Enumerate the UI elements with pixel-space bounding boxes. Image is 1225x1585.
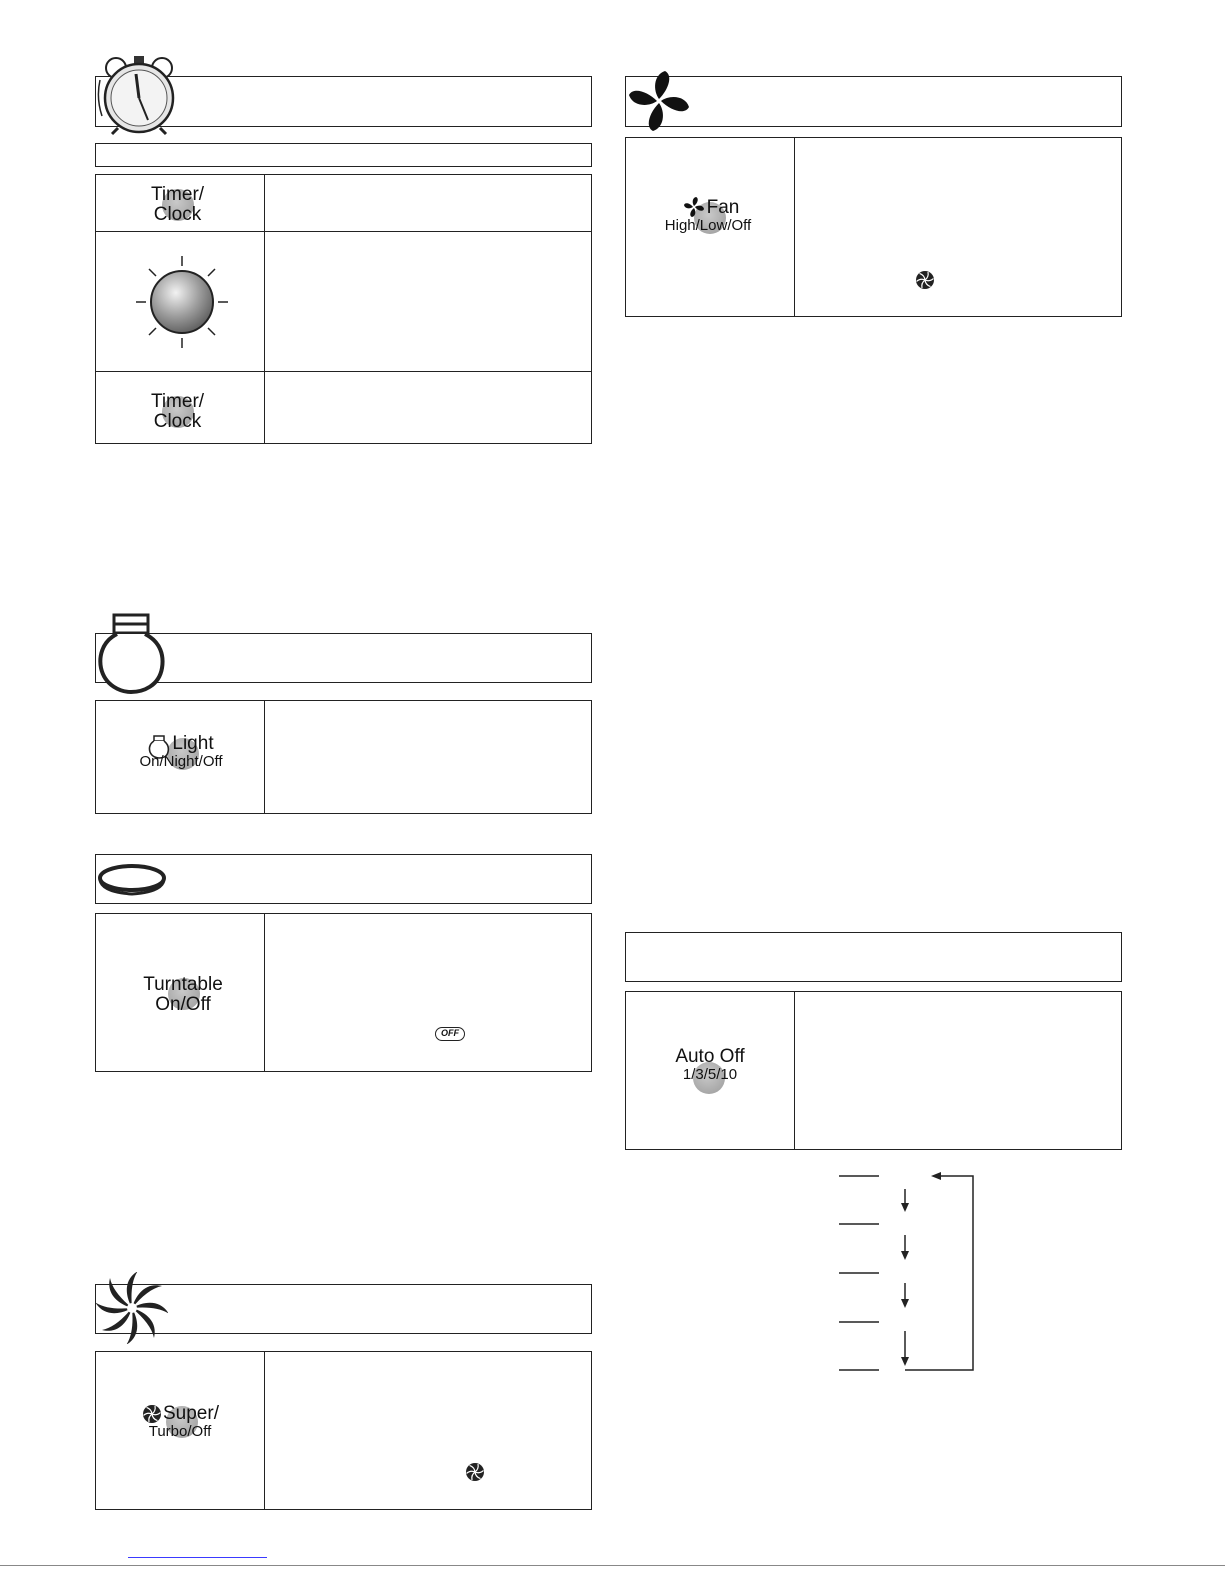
timer-clock-confirm-button[interactable]: Timer/ Clock — [150, 391, 205, 432]
bulb-icon — [97, 612, 167, 696]
dial-knob[interactable] — [132, 252, 232, 352]
footer-rule — [0, 1565, 1225, 1566]
super-turbo-button[interactable]: Super/ Turbo/Off — [148, 1403, 219, 1440]
turntable-table-divider — [264, 913, 265, 1072]
timer-table-row-line — [95, 371, 592, 372]
turbo-fan-icon — [96, 1272, 168, 1344]
light-table-divider — [264, 700, 265, 814]
super-table-divider — [264, 1351, 265, 1510]
timer-subheader-box — [95, 143, 592, 167]
footer-link-underline[interactable] — [128, 1557, 267, 1558]
light-button[interactable]: Light On/Night/Off — [139, 733, 223, 770]
autooff-table-divider — [794, 991, 795, 1150]
turntable-header-box — [95, 854, 592, 904]
fan-table-divider — [794, 137, 795, 317]
fan-header-box — [625, 76, 1122, 127]
turbo-indicator-icon — [465, 1462, 485, 1482]
auto-off-cycle-diagram — [835, 1165, 985, 1380]
off-badge-icon: OFF — [435, 1027, 465, 1041]
fan-button[interactable]: Fan High/Low/Off — [664, 197, 752, 234]
timer-table-divider — [264, 174, 265, 444]
alarm-clock-icon — [96, 52, 182, 136]
fan-icon — [626, 68, 692, 134]
autooff-header-box — [625, 932, 1122, 982]
timer-table-row-line — [95, 231, 592, 232]
fan-indicator-icon — [915, 270, 935, 290]
auto-off-button[interactable]: Auto Off 1/3/5/10 — [665, 1047, 755, 1083]
turntable-button[interactable]: Turntable On/Off — [143, 974, 223, 1015]
timer-clock-button[interactable]: Timer/ Clock — [150, 184, 205, 225]
super-header-box — [95, 1284, 592, 1334]
turntable-plate-icon — [97, 862, 167, 898]
light-header-box — [95, 633, 592, 683]
